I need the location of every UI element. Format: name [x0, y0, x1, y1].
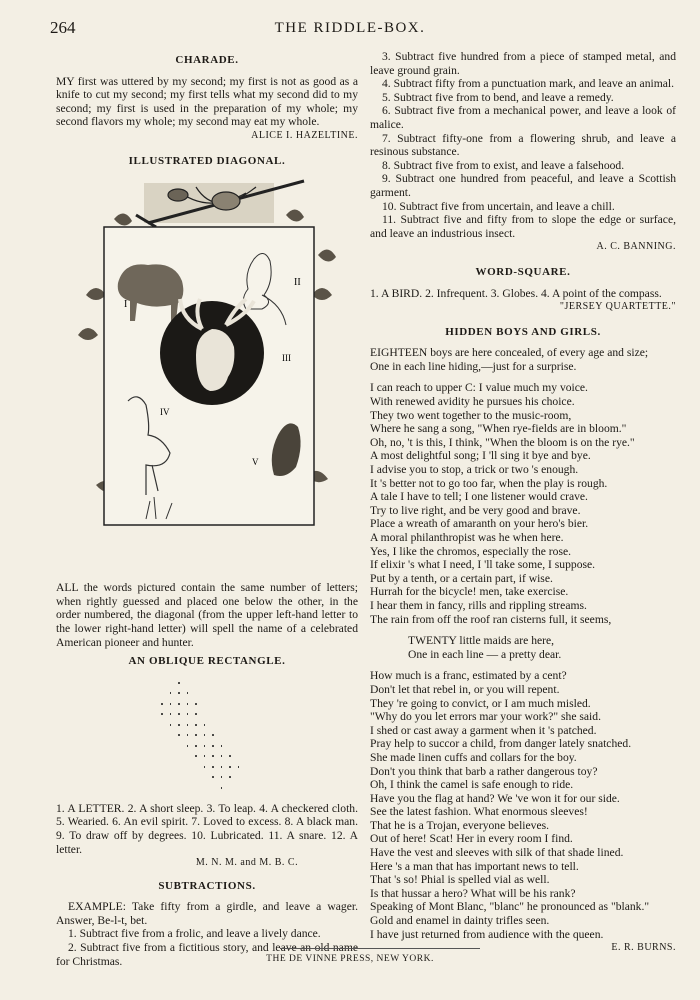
- puzzle-dot: [195, 734, 197, 736]
- puzzle-dot: [204, 766, 206, 768]
- puzzle-dot: [229, 776, 231, 778]
- verse-line: A moral philanthropist was he when here.: [370, 531, 564, 544]
- charade-text: MY first was uttered by my second; my first is not as good as a knife to cut my second; my first tells what my second did to my second; my first is used in the preparation of my whole; my second flavors my whole; my second may eat my whole.: [56, 74, 358, 129]
- verse-line: Don't let that rebel in, or you will repent.: [370, 682, 560, 696]
- verse-line: Try to live right, and be very good and brave.: [370, 503, 581, 517]
- verse-line: I have just returned from audience with the queen.: [370, 927, 604, 941]
- verse-line: Where he sang a song, "When rye-fields are in bloom.": [370, 422, 627, 436]
- verse-line: They 're going to convict, or I am much misled.: [370, 696, 591, 710]
- diagonal-text: ALL the words pictured contain the same number of letters; when rightly guessed and placed one below the other, in the order numbered, the diagonal (from the upper left-hand letter to the lower right-hand letter) will spell the name of a celebrated American pioneer and hunter.: [56, 581, 358, 649]
- verse-line: Is that hussar a hero? What will be his rank?: [370, 886, 576, 900]
- hidden-verse-boys: [370, 381, 676, 626]
- verse-line: A tale I have to tell; I one listener would crave.: [370, 490, 588, 504]
- puzzle-dot: [187, 745, 189, 747]
- puzzle-dot: [170, 692, 172, 694]
- puzzle-dot: [212, 745, 214, 747]
- verse-line: Pray help to succor a child, from danger lately snatched.: [370, 737, 632, 751]
- verse-line: Have the vest and sleeves with silk of that shade lined.: [370, 846, 624, 860]
- oblique-dot-figure: [56, 676, 358, 796]
- verse-line: Hurrah for the bicycle! men, take exercise.: [370, 585, 569, 599]
- verse-line: Yes, I like the chromos, especially the rose.: [370, 544, 572, 558]
- verse-line: If elixir 's what I need, I 'll take some, I suppose.: [370, 558, 596, 572]
- puzzle-dot: [229, 755, 231, 757]
- hidden-intro-line: EIGHTEEN boys are here concealed, of every age and size;: [370, 346, 649, 360]
- puzzle-dot: [161, 703, 163, 705]
- subtraction-item: 11. Subtract five and fifty from to slope the edge or surface, and leave an industrious insect.: [370, 213, 676, 240]
- subtraction-item: 5. Subtract five from to bend, and leave a remedy.: [382, 90, 614, 104]
- subtractions-example: EXAMPLE: Take fifty from a girdle, and leave a wager. Answer, Be-l-t, bet.: [56, 900, 358, 927]
- word-square-author: "JERSEY QUARTETTE.": [559, 301, 676, 313]
- puzzle-dot: [170, 703, 172, 705]
- verse-line: She made linen cuffs and collars for the boy.: [370, 750, 577, 764]
- verse-line: Place a wreath of amaranth on your hero's bier.: [370, 517, 589, 531]
- page-number: 264: [50, 18, 76, 37]
- puzzle-dot: [195, 724, 197, 726]
- puzzle-dot: [178, 703, 180, 705]
- left-column: [56, 48, 358, 968]
- puzzle-dot: [204, 724, 206, 726]
- puzzle-dot: [178, 713, 180, 715]
- label-5: V: [252, 457, 259, 468]
- puzzle-dot: [170, 713, 172, 715]
- puzzle-dot: [178, 724, 180, 726]
- puzzle-dot: [238, 766, 240, 768]
- hidden-author: E. R. BURNS.: [611, 942, 676, 954]
- running-title: THE RIDDLE-BOX.: [274, 20, 426, 36]
- puzzle-dot: [212, 734, 214, 736]
- charade-author: ALICE I. HAZELTINE.: [251, 129, 358, 141]
- verse-line: That he is a Trojan, everyone believes.: [370, 818, 550, 832]
- word-square-title: WORD-SQUARE.: [475, 265, 571, 278]
- puzzle-dot: [229, 766, 231, 768]
- hidden-intro2-line: One in each line — a pretty dear.: [408, 647, 562, 661]
- puzzle-dot: [221, 745, 223, 747]
- verse-line: A most delightful song; I 'll sing it bye and bye.: [370, 449, 591, 463]
- puzzle-dot: [221, 787, 223, 789]
- puzzle-dot: [178, 734, 180, 736]
- verse-line: Speaking of Mont Blanc, "blanc" he pronounced as "blank.": [370, 900, 650, 914]
- verse-line: With renewed avidity he pursues his choice.: [370, 395, 575, 409]
- hidden-verse-girls: [370, 669, 676, 941]
- subtractions-title: SUBTRACTIONS.: [158, 879, 256, 892]
- puzzle-dot: [221, 755, 223, 757]
- puzzle-dot: [195, 745, 197, 747]
- right-column: [370, 48, 676, 955]
- verse-line: Here 's a man that has important news to tell.: [370, 859, 579, 873]
- verse-line: It 's better not to go too far, when the play is rough.: [370, 476, 608, 490]
- diagonal-illustration: [56, 175, 358, 575]
- puzzle-dot: [195, 703, 197, 705]
- puzzle-dot: [212, 776, 214, 778]
- verse-line: I advise you to stop, a trick or two 's enough.: [370, 463, 579, 477]
- oblique-text: 1. A LETTER. 2. A short sleep. 3. To leap. 4. A checkered cloth. 5. Wearied. 6. An evil spirit. 7. Loved to excess. 8. A black man. 9. To draw off by degrees. 10. Lubricated. 11. A snare. 12. A letter.: [56, 801, 358, 856]
- puzzle-dot: [195, 713, 197, 715]
- verse-line: Oh, I think the camel is safe enough to ride.: [370, 778, 574, 792]
- puzzle-dot: [161, 713, 163, 715]
- puzzle-dot: [195, 755, 197, 757]
- label-4: IV: [160, 407, 170, 418]
- subtraction-item: 3. Subtract five hundred from a piece of stamped metal, and leave ground grain.: [370, 50, 676, 77]
- subtraction-item: 9. Subtract one hundred from peaceful, and leave a Scottish garment.: [370, 172, 676, 199]
- diagonal-picture: [56, 175, 358, 575]
- puzzle-dot: [170, 724, 172, 726]
- label-2: II: [294, 277, 301, 289]
- oblique-author: M. N. M. and M. B. C.: [195, 857, 299, 869]
- verse-line: The rain from off the roof ran cisterns full, it seems,: [370, 612, 612, 626]
- verse-line: Out of here! Scat! Her in every room I find.: [370, 832, 573, 846]
- puzzle-dot: [204, 734, 206, 736]
- verse-line: That 's so! Phial is spelled vial as well.: [370, 873, 550, 887]
- verse-line: I shed or cast away a garment when it 's patched.: [370, 723, 597, 737]
- puzzle-dot: [212, 766, 214, 768]
- puzzle-dot: [187, 734, 189, 736]
- subtraction-item: 4. Subtract fifty from a punctuation mark, and leave an animal.: [382, 77, 675, 91]
- puzzle-dot: [178, 692, 180, 694]
- puzzle-dot: [221, 776, 223, 778]
- puzzle-dot: [204, 755, 206, 757]
- puzzle-dot: [212, 755, 214, 757]
- puzzle-dot: [187, 692, 189, 694]
- subtraction-item: 8. Subtract five from to exist, and leave a falsehood.: [382, 158, 625, 172]
- puzzle-dot: [178, 682, 180, 684]
- subtraction-item: 6. Subtract five from a mechanical power, and leave a look of malice.: [370, 104, 676, 131]
- puzzle-dot: [187, 703, 189, 705]
- puzzle-dot: [204, 745, 206, 747]
- label-3: III: [282, 353, 291, 364]
- word-square-text: 1. A BIRD. 2. Infrequent. 3. Globes. 4. A point of the compass.: [370, 286, 662, 300]
- press-imprint: THE DE VINNE PRESS, NEW YORK.: [266, 954, 434, 964]
- hidden-intro2-line: TWENTY little maids are here,: [408, 634, 555, 648]
- verse-line: They two went together to the music-room,: [370, 408, 572, 422]
- subtraction-item: 2. Subtract five from a fictitious story, and leave an old name for Christmas.: [56, 941, 358, 968]
- verse-line: Put by a tenth, or a certain part, if wise.: [370, 571, 553, 585]
- subtractions-author: A. C. BANNING.: [596, 241, 676, 253]
- puzzle-dot: [187, 724, 189, 726]
- verse-line: "Why do you let errors mar your work?" she said.: [370, 710, 601, 724]
- oblique-title: AN OBLIQUE RECTANGLE.: [128, 655, 286, 668]
- verse-line: I can reach to upper C: I value much my voice.: [370, 381, 588, 395]
- verse-line: Don't you think that barb a rather dangerous toy?: [370, 764, 598, 778]
- charade-title: CHARADE.: [175, 54, 239, 66]
- subtraction-item: 10. Subtract five from uncertain, and leave a chill.: [382, 199, 615, 213]
- puzzle-dot: [221, 766, 223, 768]
- hidden-intro-line: One in each line hiding,—just for a surprise.: [370, 359, 577, 373]
- subtraction-item: 1. Subtract five from a frolic, and leave a lively dance.: [68, 927, 321, 941]
- verse-line: I hear them in fancy, rills and rippling streams.: [370, 598, 587, 612]
- diagonal-title: ILLUSTRATED DIAGONAL.: [128, 154, 286, 167]
- footer-rule: [280, 948, 480, 949]
- verse-line: See the latest fashion. What enormous sleeves!: [370, 805, 588, 819]
- label-1: I: [124, 299, 128, 311]
- verse-line: How much is a franc, estimated by a cent?: [370, 669, 567, 683]
- hidden-title: HIDDEN BOYS AND GIRLS.: [445, 325, 601, 338]
- verse-line: Gold and enamel in dainty trifles seen.: [370, 914, 550, 928]
- game-ornament: [136, 181, 304, 227]
- subtraction-item: 7. Subtract fifty-one from a flowering shrub, and leave a resinous substance.: [370, 131, 676, 159]
- verse-line: Have you the flag at hand? We 've won it for our side.: [370, 791, 620, 805]
- verse-line: Oh, no, 't is this, I think, "When the bloom is on the rye.": [370, 435, 635, 449]
- puzzle-dot: [187, 713, 189, 715]
